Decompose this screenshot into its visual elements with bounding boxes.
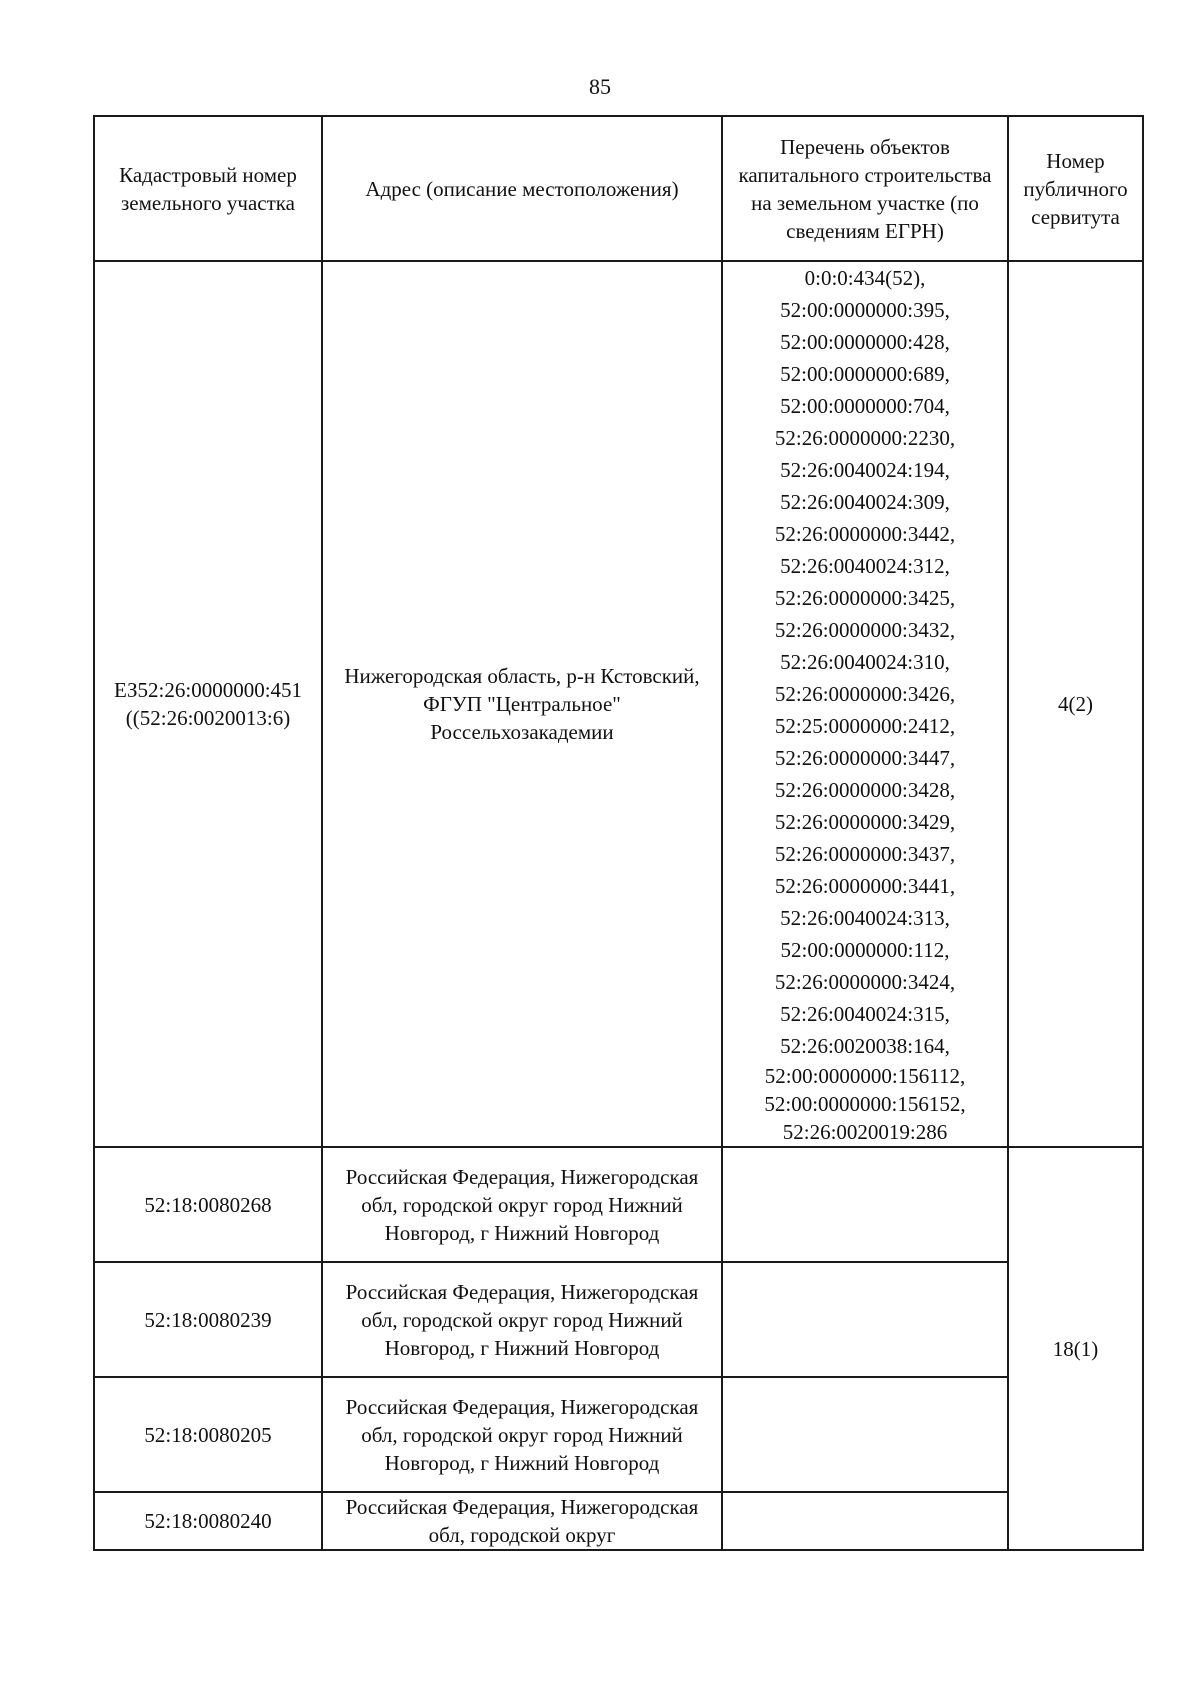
object-item: 52:26:0000000:3441, — [774, 874, 956, 898]
object-item: 52:26:0000000:3447, — [774, 746, 956, 770]
header-cadastral-number: Кадастровый номер земельного участка — [94, 116, 322, 261]
cadastral-number-previous: ((52:26:0020013:6) — [125, 706, 291, 730]
cadastral-table — [93, 115, 1144, 1551]
table-header-row — [94, 116, 1143, 261]
objects-list-cell — [722, 1377, 1008, 1492]
table-row — [94, 1492, 1143, 1550]
object-item: 52:25:0000000:2412, — [774, 714, 956, 738]
object-item: 52:00:0000000:395, — [780, 298, 950, 322]
object-item: 52:26:0000000:3426, — [774, 682, 956, 706]
object-item: 52:26:0040024:309, — [780, 490, 950, 514]
cadastral-number-cell: 52:18:0080240 — [94, 1492, 322, 1550]
header-servitude-number: Номер публичного сервитута — [1008, 116, 1143, 261]
address-cell: Российская Федерация, Нижегородская обл, городской округ — [322, 1492, 722, 1550]
table-row — [94, 1147, 1143, 1262]
object-item: 52:26:0040024:313, — [780, 906, 950, 930]
objects-list-cell — [722, 261, 1008, 1147]
table-row — [94, 1262, 1143, 1377]
object-item: 52:26:0040024:310, — [780, 650, 950, 674]
object-item: 52:26:0040024:312, — [780, 554, 950, 578]
cadastral-number-cell: 52:18:0080205 — [94, 1377, 322, 1492]
page-number: 85 — [589, 74, 611, 99]
object-item: 52:26:0020038:164, — [780, 1034, 950, 1058]
servitude-number-cell: 18(1) — [1008, 1147, 1143, 1550]
object-item: 52:26:0000000:2230, — [774, 426, 956, 450]
servitude-number-cell: 4(2) — [1008, 261, 1143, 1147]
address-cell: Российская Федерация, Нижегородская обл, городской округ город Нижний Новгород, г Нижний Новгород — [322, 1377, 722, 1492]
object-item: 52:26:0040024:194, — [780, 458, 950, 482]
objects-list-cell — [722, 1492, 1008, 1550]
objects-list-cell — [722, 1147, 1008, 1262]
header-objects-list: Перечень объектов капитального строительства на земельном участке (по сведениям ЕГРН) — [722, 116, 1008, 261]
object-item: 52:26:0000000:3429, — [774, 810, 956, 834]
address-cell: Российская Федерация, Нижегородская обл, городской округ город Нижний Новгород, г Нижний Новгород — [322, 1262, 722, 1377]
cadastral-number: ЕЗ52:26:0000000:451 — [113, 678, 303, 702]
cadastral-number-cell: 52:18:0080239 — [94, 1262, 322, 1377]
object-item: 52:26:0000000:3424, — [774, 970, 956, 994]
object-item: 0:0:0:434(52), — [804, 266, 926, 290]
object-item: 52:26:0000000:3442, — [774, 522, 956, 546]
cadastral-number-cell: 52:18:0080268 — [94, 1147, 322, 1262]
object-item: 52:26:0040024:315, — [780, 1002, 950, 1026]
address-cell: Российская Федерация, Нижегородская обл, городской округ город Нижний Новгород, г Нижний Новгород — [322, 1147, 722, 1262]
cadastral-number-cell — [94, 261, 322, 1147]
object-item: 52:00:0000000:689, — [780, 362, 950, 386]
object-item: 52:26:0000000:3432, — [774, 618, 956, 642]
object-item: 52:00:0000000:428, — [780, 330, 950, 354]
object-item: 52:26:0000000:3425, — [774, 586, 956, 610]
object-item: 52:00:0000000:156152, — [764, 1092, 966, 1116]
objects-list-cell — [722, 1262, 1008, 1377]
object-item: 52:00:0000000:704, — [780, 394, 950, 418]
object-item: 52:26:0020019:286 — [782, 1120, 948, 1144]
table-row — [94, 1377, 1143, 1492]
table-row — [94, 261, 1143, 1147]
object-item: 52:00:0000000:156112, — [764, 1064, 966, 1088]
object-item: 52:26:0000000:3437, — [774, 842, 956, 866]
object-item: 52:00:0000000:112, — [780, 938, 950, 962]
header-address: Адрес (описание местоположения) — [322, 116, 722, 261]
object-item: 52:26:0000000:3428, — [774, 778, 956, 802]
address-cell: Нижегородская область, р-н Кстовский, ФГУП "Центральное" Россельхозакадемии — [322, 261, 722, 1147]
